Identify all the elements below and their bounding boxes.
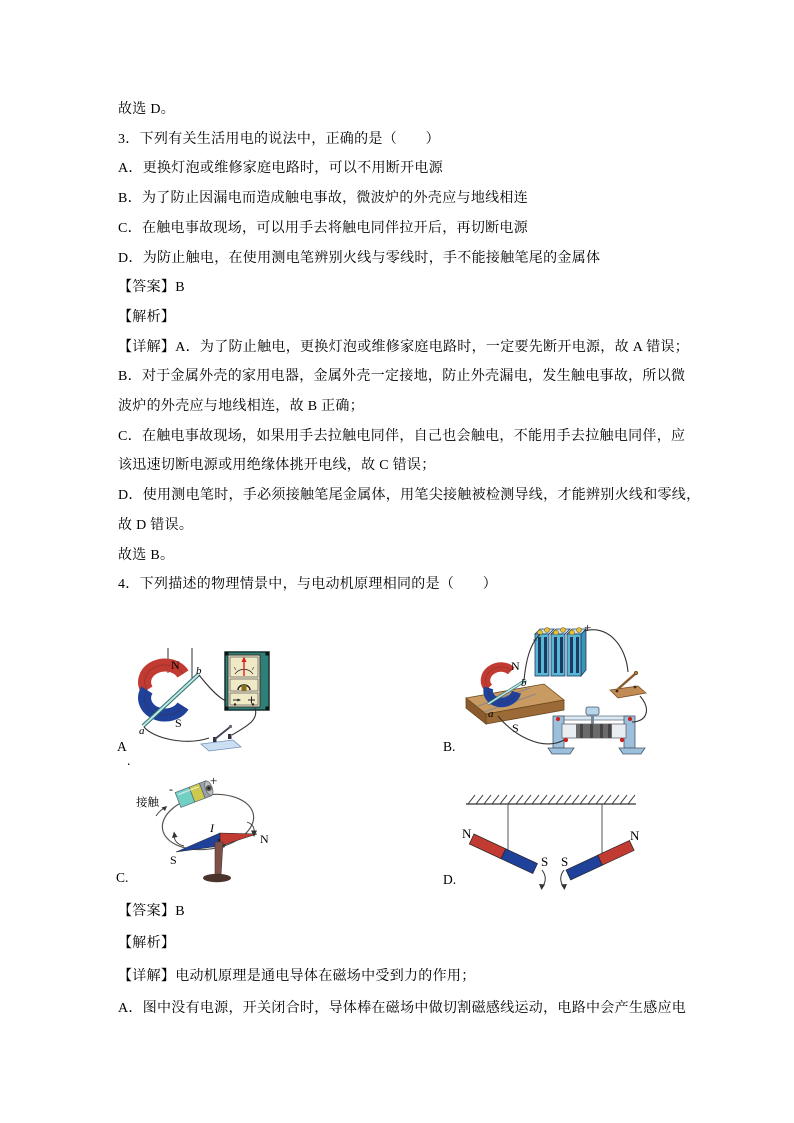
text-block-bottom: [118, 896, 738, 1025]
text-line: 故选 D。: [118, 102, 176, 117]
text-line: 【详解】A．为了防止触电，更换灯泡或维修家庭电路时，一定要先断开电源，故 A 错误；: [118, 339, 690, 355]
label-s-right: S: [561, 854, 569, 869]
battery-cells: [535, 629, 586, 676]
wire: [584, 630, 628, 672]
option-c: C．在触电事故现场，可以用手去将触电同伴拉开后，再切断电源: [118, 220, 529, 236]
rheostat: [548, 707, 645, 754]
swing-arrow: [561, 870, 564, 886]
label-n-left: N: [462, 826, 472, 841]
figure-a-label: A: [117, 739, 127, 754]
option-a: A．更换灯泡或维修家庭电路时，可以不用断开电源: [118, 161, 444, 177]
analysis-label: 【解析】: [118, 936, 176, 952]
swing-arrow: [542, 870, 545, 886]
ceiling: [466, 795, 636, 804]
label-s: S: [175, 716, 182, 730]
question-4: 4．下列描述的物理情景中，与电动机原理相同的是（ ）: [118, 577, 498, 593]
answer-label: 【答案】B: [118, 280, 185, 296]
text-line: 【详解】电动机原理是通电导体在磁场中受到力的作用；: [118, 968, 476, 984]
battery-pack: [535, 628, 586, 676]
label-n: N: [511, 659, 520, 673]
text-block-top: [118, 95, 738, 600]
question-3: 3．下列有关生活用电的说法中，正确的是（ ）: [118, 131, 440, 147]
bar-magnet-left: [469, 834, 537, 874]
analysis-label: 【解析】: [118, 309, 176, 325]
label-a: a: [139, 725, 145, 737]
text-line: 故 D 错误。: [118, 517, 194, 533]
figure-d-diagram: [458, 790, 650, 892]
label-b: b: [521, 677, 527, 689]
text-line: B．对于金属外壳的家用电器，金属外壳一定接地，防止外壳漏电，发生触电事故，所以微: [118, 369, 686, 385]
figure-b-label: B.: [443, 739, 456, 754]
switch: [610, 671, 646, 698]
label-plus: +: [584, 620, 592, 635]
option-b: B．为了防止因漏电而造成触电事故，微波炉的外壳应与地线相连: [118, 191, 529, 207]
switch: [201, 725, 241, 751]
text-line: 故选 B。: [118, 547, 175, 563]
text-line: 该迅速切断电源或用绝缘体挑开电线，故 C 错误；: [118, 458, 436, 474]
label-b: b: [196, 665, 202, 677]
text-line: A．图中没有电源，开关闭合时，导体棒在磁场中做切割磁感线运动，电路中会产生感应电: [118, 1000, 687, 1016]
figure-b-diagram: [458, 620, 686, 760]
label-current: I: [210, 821, 214, 835]
wooden-board: [466, 684, 564, 724]
rheostat-slider: [586, 707, 599, 715]
label-s: S: [512, 721, 519, 735]
figure-a-dot: .: [127, 753, 131, 768]
galvanometer: [225, 652, 269, 710]
text-line: D．使用测电笔时，手必须接触笔尾金属体，用笔尖接触被检测导线，才能辨别火线和零线，: [118, 488, 701, 504]
label-contact: 接触: [136, 797, 159, 809]
answer-label: 【答案】B: [118, 904, 185, 919]
label-minus: -: [533, 632, 537, 646]
needle-stand: [203, 842, 231, 882]
label-a: a: [488, 708, 494, 720]
label-n: N: [171, 658, 180, 672]
label-s: S: [170, 853, 177, 867]
figure-a-diagram: [135, 648, 280, 760]
option-d: D．为防止触电，在使用测电笔辨别火线与零线时，手不能接触笔尾的金属体: [118, 250, 601, 266]
figure-c-diagram: [130, 776, 272, 888]
figure-c-label: C.: [116, 870, 129, 885]
label-plus: +: [210, 776, 218, 788]
label-minus: -: [169, 782, 173, 796]
wire: [199, 675, 226, 701]
wire: [232, 708, 256, 735]
text-line: C．在触电事故现场，如果用手去拉触电同伴，自己也会触电，不能用手去拉触电同伴，应: [118, 428, 686, 444]
battery: [175, 779, 215, 807]
label-n-right: N: [630, 828, 640, 843]
label-s-left: S: [541, 854, 549, 869]
bar-magnet-right: [566, 840, 634, 880]
figure-d-label: D.: [443, 872, 457, 887]
label-n: N: [260, 832, 269, 846]
text-line: 波炉的外壳应与地线相连，故 B 正确；: [118, 399, 365, 415]
